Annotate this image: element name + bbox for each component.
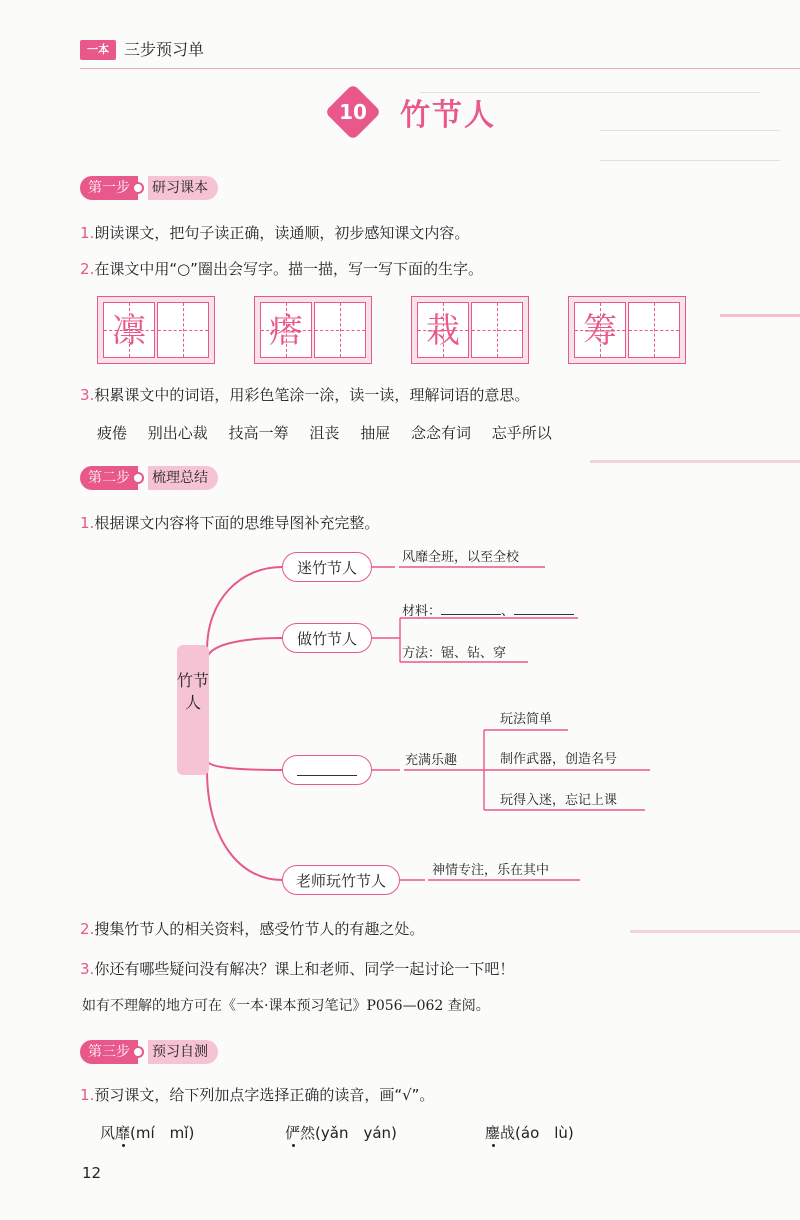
- step1-question-2: [80, 258, 483, 280]
- trace-cell[interactable]: [574, 302, 626, 358]
- header-divider: [80, 68, 800, 69]
- materials-label: 材料：: [402, 604, 442, 619]
- step2-tag-step: 第二步: [80, 466, 138, 490]
- character-box: [568, 296, 686, 364]
- connector-branch3: [207, 760, 282, 770]
- step2-tag-label: 梳理总结: [148, 466, 218, 490]
- connector-branch1: [207, 567, 282, 650]
- q-number: 2.: [80, 260, 95, 278]
- q-number: 3.: [80, 960, 95, 978]
- page-number: 12: [82, 1164, 102, 1182]
- mindmap-branch-1-leaf: 风靡全班，以至全校: [402, 550, 520, 565]
- step2-question-2: [80, 918, 424, 940]
- trace-cell[interactable]: [417, 302, 469, 358]
- vocab-word[interactable]: 念念有词: [410, 424, 471, 442]
- step1-tag-label: 研习课本: [148, 176, 218, 200]
- step3-tag: [80, 1040, 218, 1064]
- mindmap-branch-3-sub-2: 制作武器，创造名号: [500, 752, 618, 767]
- mindmap-branch-1: 迷竹节人: [282, 552, 372, 582]
- materials-blank-1[interactable]: [441, 600, 501, 615]
- dotted-character: 鏖: [485, 1124, 501, 1142]
- character-practice-row: [97, 296, 717, 366]
- lesson-title: 竹节人: [400, 98, 496, 133]
- q-number: 1.: [80, 224, 95, 242]
- q-text: 朗读课文，把句子读正确，读通顺，初步感知课文内容。: [94, 224, 470, 242]
- q-number: 1.: [80, 514, 95, 532]
- step1-question-3: [80, 384, 529, 406]
- word-part: 风: [100, 1124, 116, 1142]
- vocab-word[interactable]: 别出心裁: [147, 424, 208, 442]
- q-text: 积累课文中的词语，用彩色笔涂一涂，读一读，理解词语的意思。: [94, 386, 530, 404]
- step3-tag-dot: [132, 1046, 144, 1058]
- mindmap-branch-3: [282, 755, 372, 785]
- write-cell[interactable]: [628, 302, 680, 358]
- character-box: [411, 296, 529, 364]
- q-text: 预习课文，给下列加点字选择正确的读音，画“√”。: [94, 1086, 435, 1104]
- header-title: 三步预习单: [124, 40, 205, 59]
- brand-logo: 一本: [80, 40, 116, 60]
- vocab-word[interactable]: 技高一筹: [228, 424, 289, 442]
- branch-3-blank[interactable]: [297, 761, 357, 776]
- q-number: 1.: [80, 1086, 95, 1104]
- q-text: 你还有哪些疑问没有解决？课上和老师、同学一起讨论一下吧！: [94, 960, 515, 978]
- trace-character: 瘩: [269, 311, 303, 351]
- q-text: 搜集竹节人的相关资料，感受竹节人的有趣之处。: [94, 920, 425, 938]
- q-text: 根据课文内容将下面的思维导图补充完整。: [94, 514, 380, 532]
- connector-branch2: [207, 638, 282, 660]
- pinyin-item[interactable]: [285, 1122, 397, 1144]
- dotted-character: 靡: [115, 1124, 131, 1142]
- pinyin-options: (yǎn yán): [315, 1124, 397, 1142]
- q-text: 在课文中用“○”圈出会写字。描一描，写一写下面的生字。: [94, 260, 483, 278]
- q-number: 3.: [80, 386, 95, 404]
- connector-branch4: [207, 770, 282, 880]
- word-part: 然: [300, 1124, 316, 1142]
- trace-character: 凛: [112, 311, 146, 351]
- materials-separator: 、: [501, 604, 515, 619]
- step1-tag-step: 第一步: [80, 176, 138, 200]
- dotted-character: 俨: [285, 1124, 301, 1142]
- trace-cell[interactable]: [260, 302, 312, 358]
- vocab-word[interactable]: 抽屉: [360, 424, 391, 442]
- trace-character: 栽: [426, 311, 460, 351]
- pinyin-options: (áo lù): [515, 1124, 574, 1142]
- mindmap-center-label: 竹节人: [177, 671, 210, 712]
- write-cell[interactable]: [157, 302, 209, 358]
- vocab-list: [97, 422, 568, 444]
- mindmap-branch-2-materials: [402, 600, 574, 621]
- step3-question-1: [80, 1084, 434, 1106]
- reference-note: 如有不理解的地方可在《一本·课本预习笔记》P056—062 查阅。: [82, 998, 490, 1014]
- write-cell[interactable]: [314, 302, 366, 358]
- step2-tag: [80, 466, 218, 490]
- lesson-number: 10: [339, 100, 367, 124]
- vocab-word[interactable]: 沮丧: [309, 424, 340, 442]
- step2-question-3: [80, 958, 514, 980]
- mindmap-branch-3-sub-3: 玩得入迷，忘记上课: [500, 793, 618, 808]
- mindmap-branch-3-sub-1: 玩法简单: [500, 712, 553, 727]
- step1-tag-dot: [132, 182, 144, 194]
- word-part: 战: [500, 1124, 516, 1142]
- pinyin-options: (mí mǐ): [130, 1124, 195, 1142]
- mindmap-branch-2-method: 方法：锯、钻、穿: [402, 646, 507, 661]
- mindmap-branch-4: 老师玩竹节人: [282, 865, 400, 895]
- step2-question-1: [80, 512, 379, 534]
- vocab-word[interactable]: 疲倦: [97, 424, 128, 442]
- mindmap-branch-3-leaf: 充满乐趣: [405, 753, 458, 768]
- mindmap-branch-4-leaf: 神情专注，乐在其中: [432, 863, 550, 878]
- write-cell[interactable]: [471, 302, 523, 358]
- mindmap-branch-2: 做竹节人: [282, 623, 372, 653]
- character-box: [254, 296, 372, 364]
- character-box: [97, 296, 215, 364]
- step3-tag-step: 第三步: [80, 1040, 138, 1064]
- trace-cell[interactable]: [103, 302, 155, 358]
- step1-tag: [80, 176, 218, 200]
- pinyin-item[interactable]: [100, 1122, 194, 1144]
- step2-tag-dot: [132, 472, 144, 484]
- materials-blank-2[interactable]: [514, 600, 574, 615]
- trace-character: 筹: [583, 311, 617, 351]
- q-number: 2.: [80, 920, 95, 938]
- vocab-word[interactable]: 忘乎所以: [491, 424, 552, 442]
- step3-tag-label: 预习自测: [148, 1040, 218, 1064]
- step1-question-1: [80, 222, 469, 244]
- pinyin-item[interactable]: [485, 1122, 574, 1144]
